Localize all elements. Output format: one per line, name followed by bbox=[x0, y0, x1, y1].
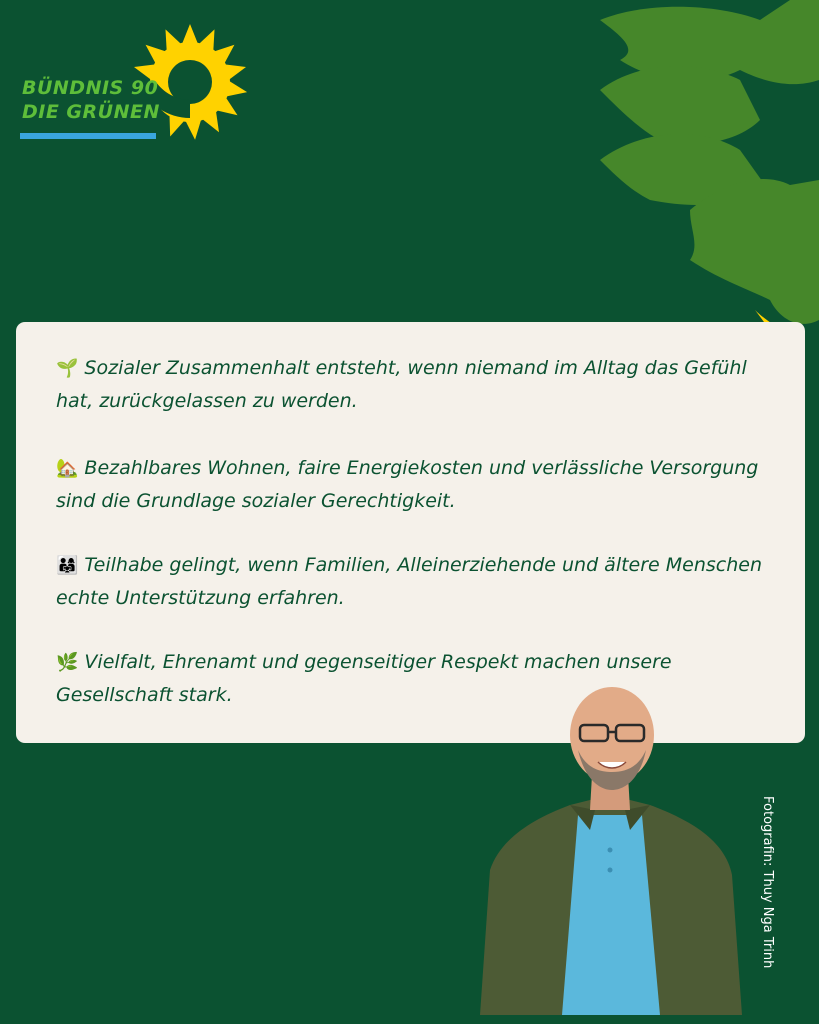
paragraph-3-text: Teilhabe gelingt, wenn Familien, Alleinerziehende und ältere Menschen echte Unterstützung erfahren. bbox=[56, 554, 763, 609]
paragraph-1-text: Sozialer Zusammenhalt entsteht, wenn niemand im Alltag das Gefühl hat, zurückgelassen zu werden. bbox=[56, 357, 747, 412]
logo-wordmark bbox=[22, 76, 160, 124]
paragraph-2 bbox=[56, 452, 776, 517]
paragraph-1 bbox=[56, 352, 776, 417]
herb-icon: 🌿 bbox=[56, 652, 79, 673]
family-icon: 👨‍👩‍👧 bbox=[56, 555, 79, 576]
photo-credit-text: Fotografin: Thuy Nga Trinh bbox=[760, 796, 775, 969]
paragraph-4-text: Vielfalt, Ehrenamt und gegenseitiger Respekt machen unsere Gesellschaft stark. bbox=[56, 651, 672, 706]
paragraph-2-text: Bezahlbares Wohnen, faire Energiekosten und verlässliche Versorgung sind die Grundlage sozialer Gerechtigkeit. bbox=[56, 457, 759, 512]
logo-underline bbox=[20, 133, 156, 139]
logo-line-2: DIE GRÜNEN bbox=[22, 101, 160, 123]
candidate-photo bbox=[470, 680, 750, 1015]
house-icon: 🏡 bbox=[56, 458, 79, 479]
seedling-icon: 🌱 bbox=[56, 358, 79, 379]
logo-line-1: BÜNDNIS 90 bbox=[22, 77, 159, 99]
paragraph-3 bbox=[56, 549, 776, 614]
party-logo bbox=[18, 20, 248, 145]
photo-credit bbox=[755, 796, 779, 996]
